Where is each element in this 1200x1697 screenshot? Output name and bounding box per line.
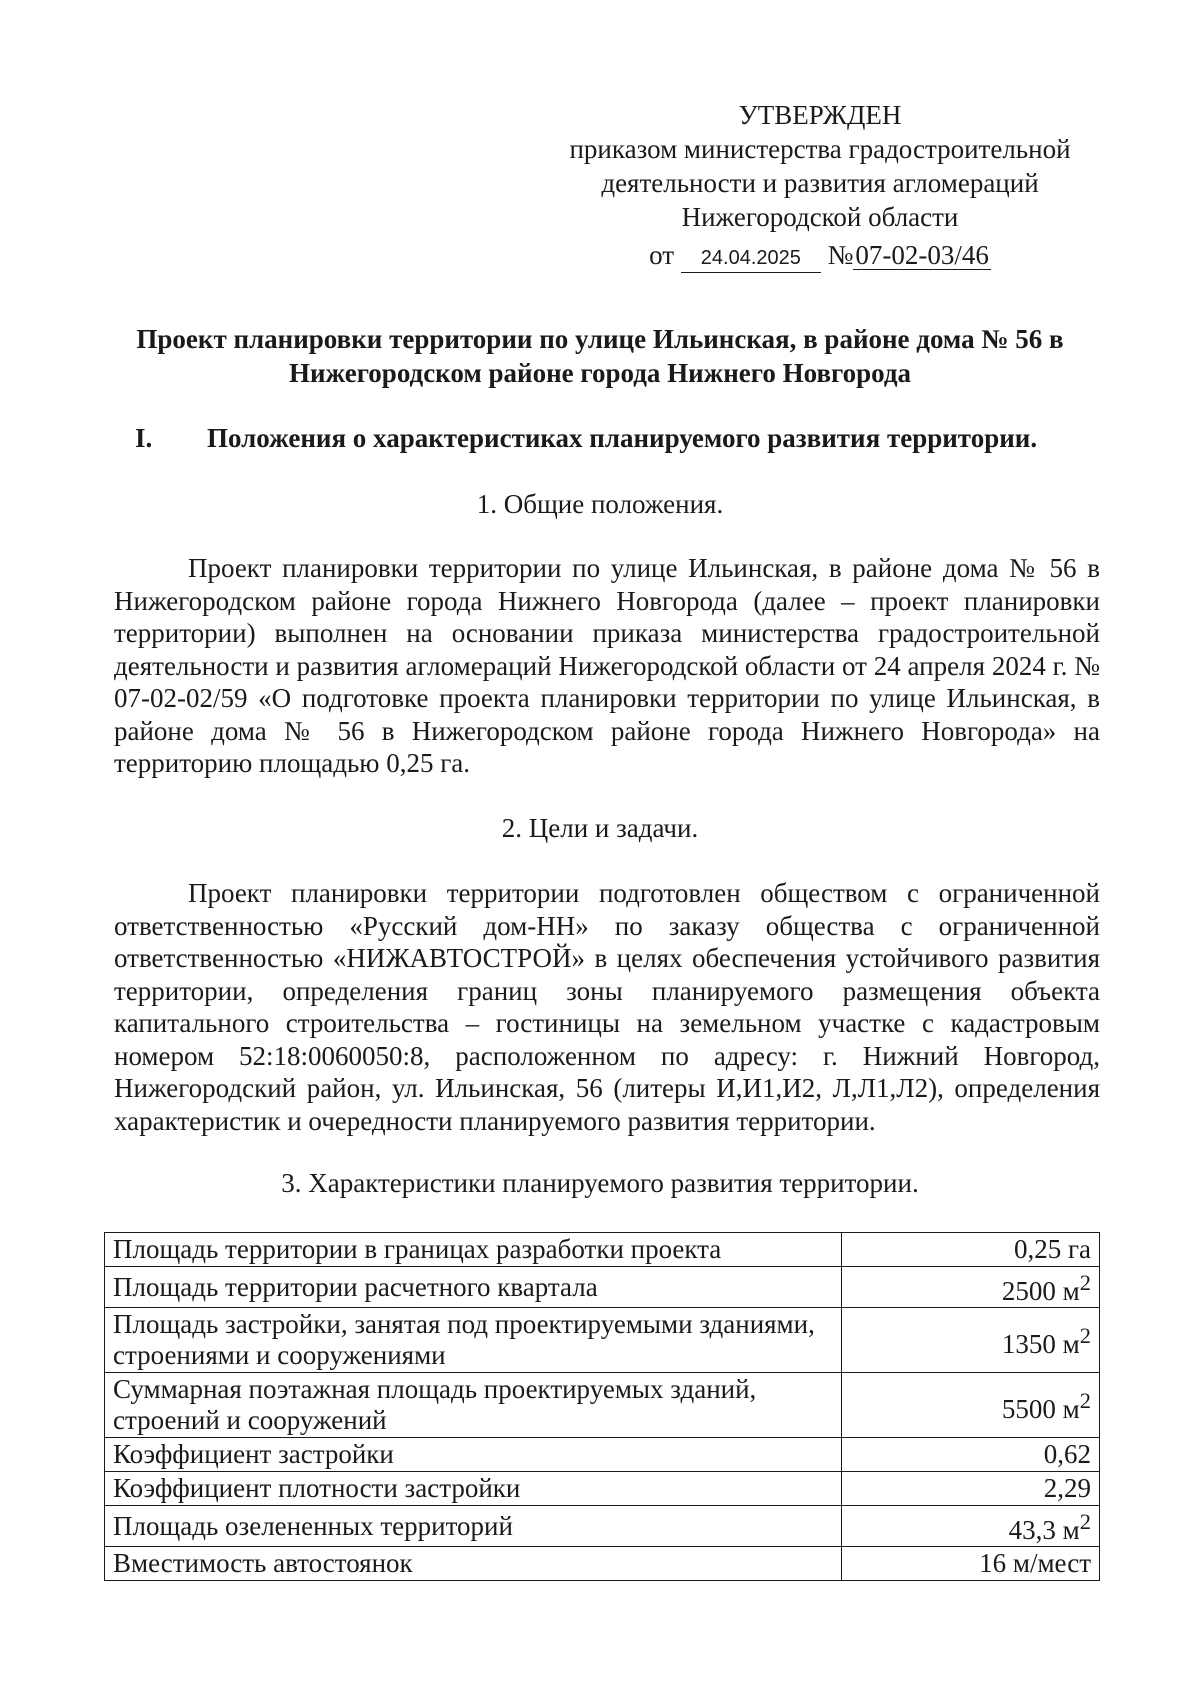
approval-line-2: деятельности и развития агломераций (601, 168, 1039, 198)
number-label: № (827, 240, 854, 270)
section-number: I. (135, 423, 153, 453)
order-date: 24.04.2025 (681, 244, 821, 273)
characteristics-heading: 3. Характеристики планируемого развития территории. (281, 1168, 919, 1198)
document-title-line-1: Проект планировки территории по улице Ильинская, в районе дома № 56 в (136, 324, 1064, 354)
table-row (105, 1438, 1100, 1472)
table-row (105, 1547, 1100, 1581)
row-value: 1350 $м^2$ (842, 1308, 1100, 1373)
table-row (105, 1233, 1100, 1267)
row-value: 0,62 (842, 1438, 1100, 1472)
row-value: 43,3 $м^2$ (842, 1506, 1100, 1547)
row-label: Площадь застройки, занятая под проектируемыми зданиями, строениями и сооружениями (105, 1308, 842, 1373)
approval-line-1: приказом министерства градостроительной (569, 134, 1071, 164)
row-label: Вместимость автостоянок (105, 1547, 842, 1581)
order-number: 07-02-03/46 (855, 240, 989, 270)
table-row (105, 1506, 1100, 1547)
approval-line-3: Нижегородской области (681, 202, 959, 232)
row-label: Суммарная поэтажная площадь проектируемых зданий, строений и сооружений (105, 1373, 842, 1438)
row-value: 2500 $м^2$ (842, 1267, 1100, 1308)
characteristics-table (104, 1232, 1100, 1581)
row-value: 5500 $м^2$ (842, 1373, 1100, 1438)
document-title (100, 322, 1100, 390)
table-row (105, 1373, 1100, 1438)
goals-paragraph: Проект планировки территории подготовлен обществом с ограниченной ответственностью «Русский дом-НН» по заказу общества с ограниченной ответственностью «НИЖАВТОСТРОЙ» в целях обеспечения устойчивого развития территории, определения границ зоны планируемого размещения объекта капитального строительства – гостиницы на земельном участке с кадастровым номером 52:18:0060050:8, расположенном по адресу: г. Нижний Новгород, Нижегородский район, ул. Ильинская, 56 (литеры И,И1,И2, Л,Л1,Л2), определения характеристик и очередности планируемого развития территории. (114, 878, 1100, 1136)
row-label: Площадь территории расчетного квартала (105, 1267, 842, 1308)
table-row (105, 1267, 1100, 1308)
from-label: от (649, 240, 675, 270)
row-label: Площадь озелененных территорий (105, 1506, 842, 1547)
row-value: 0,25 га (842, 1233, 1100, 1267)
row-label: Коэффициент застройки (105, 1438, 842, 1472)
approval-order-line (560, 238, 1080, 273)
general-paragraph: Проект планировки территории по улице Ильинская, в районе дома № 56 в Нижегородском районе города Нижнего Новгорода (далее – проект планировки территории) выполнен на основании приказа министерства градостроительной деятельности и развития агломераций Нижегородской области от 24 апреля 2024 г. № 07-02-02/59 «О подготовке проекта планировки территории по улице Ильинская, в районе дома № 56 в Нижегородском районе города Нижнего Новгорода» на территорию площадью 0,25 га. (114, 553, 1100, 778)
row-label: Площадь территории в границах разработки проекта (105, 1233, 842, 1267)
table-row (105, 1472, 1100, 1506)
goals-heading: 2. Цели и задачи. (501, 813, 699, 843)
section-title: Положения о характеристиках планируемого развития территории. (207, 423, 1038, 453)
row-label: Коэффициент плотности застройки (105, 1472, 842, 1506)
document-title-line-2: Нижегородском районе города Нижнего Новгорода (288, 358, 912, 388)
row-value: 16 м/мест (842, 1547, 1100, 1581)
general-heading: 1. Общие положения. (476, 489, 724, 519)
row-value: 2,29 (842, 1472, 1100, 1506)
table-row (105, 1308, 1100, 1373)
section-heading (135, 422, 1095, 454)
approval-title: УТВЕРЖДЕН (738, 100, 902, 130)
approval-stamp (560, 98, 1080, 273)
